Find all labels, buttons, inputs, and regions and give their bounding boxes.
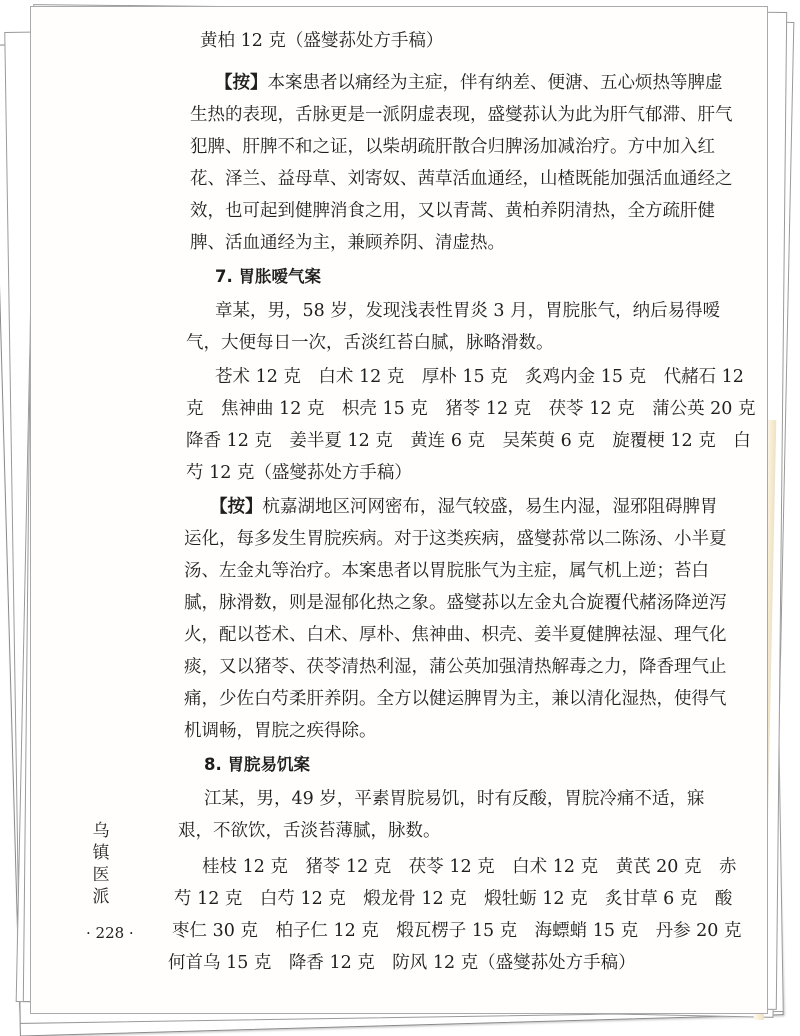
commentary-line: 痛，少佐白芍柔肝养阴。全方以健运脾胃为主，兼以清化湿热，使得气 — [184, 689, 727, 709]
prescription-line: 克 焦神曲 12 克 枳壳 15 克 猪苓 12 克 茯苓 12 克 蒲公英 20 克 — [186, 399, 756, 419]
prescription-line: 芍 12 克 白芍 12 克 煅龙骨 12 克 煅牡蛎 12 克 炙甘草 6 克 酸 — [174, 889, 733, 909]
commentary-line: 花、泽兰、益母草、刘寄奴、茜草活血通经，山楂既能加强活血通经之 — [190, 169, 733, 189]
prescription-line: 何首乌 15 克 降香 12 克 防风 12 克（盛燮荪处方手稿） — [168, 953, 636, 973]
commentary-line: 脾、活血通经为主，兼顾养阴、清虚热。 — [190, 233, 505, 253]
case-line: 气，大便每日一次，舌淡红苔白腻，脉略滑数。 — [186, 333, 554, 353]
an-label: 【按】 — [210, 497, 263, 517]
prescription-line: 降香 12 克 姜半夏 12 克 黄连 6 克 吴茱萸 6 克 旋覆梗 12 克 白 — [186, 431, 751, 451]
prescription-line: 芍 12 克（盛燮荪处方手稿） — [186, 463, 412, 483]
series-sidebar-label: 乌 镇 医 派 — [92, 821, 110, 907]
section-heading: 8. 胃脘易饥案 — [204, 755, 310, 774]
commentary-line: 痰，又以猪苓、茯苓清热利湿，蒲公英加强清热解毒之力，降香理气止 — [184, 657, 727, 677]
prescription-line: 枣仁 30 克 柏子仁 12 克 煅瓦楞子 15 克 海螵蛸 15 克 丹参 20 克 — [172, 921, 742, 941]
section-heading: 7. 胃胀嗳气案 — [215, 267, 321, 286]
case-line: 艰，不欲饮，舌淡苔薄腻，脉数。 — [178, 821, 441, 841]
commentary-line: 汤、左金丸等治疗。本案患者以胃脘胀气为主症，属气机上逆；苔白 — [184, 561, 709, 581]
case-line: 江某，男，49 岁，平素胃脘易饥，时有反酸，胃脘冷痛不适，寐 — [204, 789, 705, 809]
page-number: · 228 · — [86, 924, 134, 942]
commentary-line: 生热的表现，舌脉更是一派阴虚表现，盛燮荪认为此为肝气郁滞、肝气 — [190, 105, 733, 125]
commentary-line: 机调畅，胃脘之疾得除。 — [184, 721, 377, 741]
case-line: 章某，男，58 岁，发现浅表性胃炎 3 月，胃脘胀气，纳后易得嗳 — [215, 301, 721, 321]
commentary-line: 腻，脉滑数，则是湿郁化热之象。盛燮荪以左金丸合旋覆代赭汤降逆泻 — [184, 593, 727, 613]
commentary-line: 运化，每多发生胃脘疾病。对于这类疾病，盛燮荪常以二陈汤、小半夏 — [184, 529, 727, 549]
commentary-line: 犯脾、肝脾不和之证，以柴胡疏肝散合归脾汤加减治疗。方中加入红 — [190, 137, 715, 157]
prescription-line: 苍术 12 克 白术 12 克 厚朴 15 克 炙鸡内金 15 克 代赭石 12 — [215, 367, 744, 387]
prescription-line: 黄柏 12 克（盛燮荪处方手稿） — [200, 31, 444, 51]
commentary-line: 【按】杭嘉湖地区河网密布，湿气较盛，易生内湿，湿邪阻碍脾胃 — [210, 497, 718, 517]
commentary-line: 火，配以苍术、白术、厚朴、焦神曲、枳壳、姜半夏健脾祛湿、理气化 — [184, 625, 727, 645]
an-label: 【按】 — [215, 73, 268, 93]
prescription-line: 桂枝 12 克 猪苓 12 克 茯苓 12 克 白术 12 克 黄芪 20 克 赤 — [202, 857, 737, 877]
commentary-line: 效，也可起到健脾消食之用，又以青蒿、黄柏养阴清热，全方疏肝健 — [190, 201, 715, 221]
commentary-line: 【按】本案患者以痛经为主症，伴有纳差、便溏、五心烦热等脾虚 — [215, 73, 723, 93]
